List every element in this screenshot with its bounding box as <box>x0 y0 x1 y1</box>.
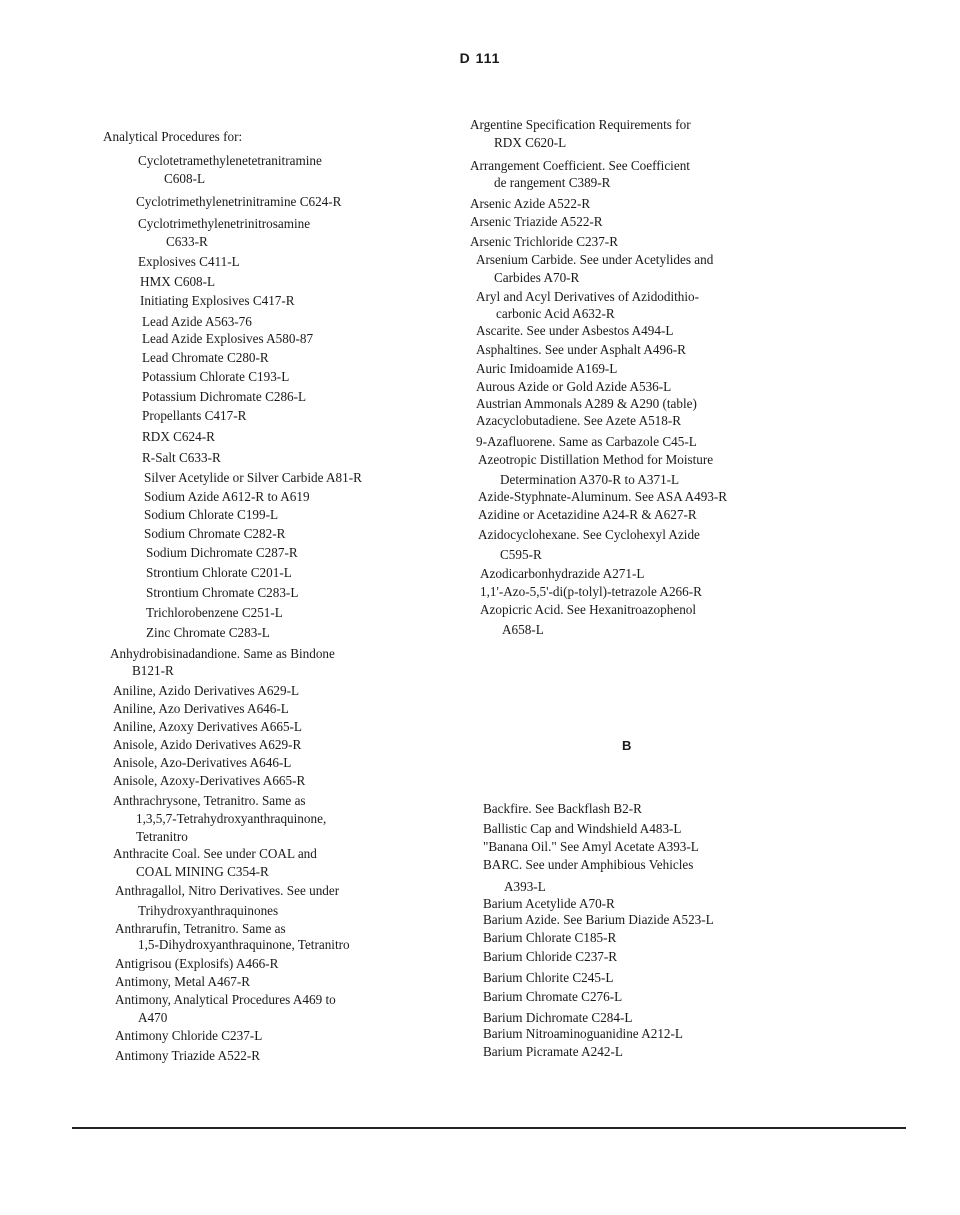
right-index-a-entry: Azopicric Acid. See Hexanitroazophenol <box>480 602 697 617</box>
left-index-entry: Aniline, Azo Derivatives A646-L <box>113 701 289 716</box>
left-index-entry: 1,3,5,7-Tetrahydroxyanthraquinone, <box>136 811 327 826</box>
right-index-b-entry: Barium Chlorite C245-L <box>483 970 614 985</box>
right-index-b-entry: BARC. See under Amphibious Vehicles <box>483 857 694 872</box>
left-index-entry: Analytical Procedures for: <box>103 129 243 144</box>
right-index-a-entry: Aryl and Acyl Derivatives of Azidodithio- <box>476 289 700 304</box>
left-index-entry: R-Salt C633-R <box>142 450 221 465</box>
left-index-entry: Zinc Chromate C283-L <box>146 625 270 640</box>
right-index-a-entry: C595-R <box>500 547 542 562</box>
right-index-b-entry: Barium Nitroaminoguanidine A212-L <box>483 1026 683 1041</box>
right-index-a-entry: Azidine or Acetazidine A24-R & A627-R <box>478 507 697 522</box>
left-index-entry: Anhydrobisinadandione. Same as Bindone <box>110 646 335 661</box>
left-index-entry: Antimony Chloride C237-L <box>115 1028 263 1043</box>
left-index-entry: Lead Azide A563-76 <box>142 314 252 329</box>
right-index-a-entry: carbonic Acid A632-R <box>496 306 615 321</box>
left-index-entry: A470 <box>138 1010 168 1025</box>
right-index-a-entry: Azacyclobutadiene. See Azete A518-R <box>476 413 682 428</box>
left-index-entry: Strontium Chlorate C201-L <box>146 565 292 580</box>
left-index-entry: Antimony, Metal A467-R <box>115 974 251 989</box>
left-index-entry: Silver Acetylide or Silver Carbide A81-R <box>144 470 362 485</box>
right-index-b-entry: Barium Acetylide A70-R <box>483 896 615 911</box>
right-index-b-entry: Barium Azide. See Barium Diazide A523-L <box>483 912 714 927</box>
right-index-a-entry: de rangement C389-R <box>494 175 611 190</box>
left-index-entry: Anthrarufin, Tetranitro. Same as <box>115 921 286 936</box>
right-index-b-entry: Barium Chromate C276-L <box>483 989 623 1004</box>
right-index-a-entry: Asphaltines. See under Asphalt A496-R <box>476 342 686 357</box>
right-index-b-entry: Backfire. See Backflash B2-R <box>483 801 642 816</box>
left-index-entry: Cyclotetramethylenetetranitramine <box>138 153 322 168</box>
right-index-a-entry: 1,1'-Azo-5,5'-di(p-tolyl)-tetrazole A266-R <box>480 584 702 599</box>
left-index-entry: Potassium Chlorate C193-L <box>142 369 290 384</box>
right-index-a-entry: Azeotropic Distillation Method for Moisture <box>478 452 714 467</box>
section-letter-b: B <box>622 738 632 753</box>
left-index-entry: Anthracite Coal. See under COAL and <box>113 846 317 861</box>
left-index-entry: Sodium Chlorate C199-L <box>144 507 279 522</box>
right-index-a-entry: Argentine Specification Requirements for <box>470 117 691 132</box>
left-index-entry: COAL MINING C354-R <box>136 864 269 879</box>
left-index-entry: Tetranitro <box>136 829 188 844</box>
left-index-entry: RDX C624-R <box>142 429 215 444</box>
right-index-b-entry: A393-L <box>504 879 546 894</box>
left-index-entry: C608-L <box>164 171 206 186</box>
left-index-entry: Cyclotrimethylenetrinitramine C624-R <box>136 194 342 209</box>
left-index-entry: B121-R <box>132 663 174 678</box>
left-index-entry: Potassium Dichromate C286-L <box>142 389 307 404</box>
right-index-a-entry: Arsenic Triazide A522-R <box>470 214 603 229</box>
left-index-entry: Antigrisou (Explosifs) A466-R <box>115 956 279 971</box>
left-index-entry: Anisole, Azo-Derivatives A646-L <box>113 755 292 770</box>
right-index-b-entry: Barium Chloride C237-R <box>483 949 618 964</box>
page-number: D 111 <box>459 50 501 66</box>
footer-rule <box>72 1127 906 1129</box>
left-index-entry: Sodium Chromate C282-R <box>144 526 286 541</box>
left-index-entry: Antimony, Analytical Procedures A469 to <box>115 992 336 1007</box>
left-index-entry: Strontium Chromate C283-L <box>146 585 299 600</box>
left-index-entry: Explosives C411-L <box>138 254 240 269</box>
left-index-entry: Lead Azide Explosives A580-87 <box>142 331 314 346</box>
left-index-entry: 1,5-Dihydroxyanthraquinone, Tetranitro <box>138 937 350 952</box>
right-index-b-entry: Barium Chlorate C185-R <box>483 930 617 945</box>
left-index-entry: Sodium Dichromate C287-R <box>146 545 298 560</box>
right-index-a-entry: Arrangement Coefficient. See Coefficient <box>470 158 690 173</box>
right-index-b-entry: "Banana Oil." See Amyl Acetate A393-L <box>483 839 699 854</box>
right-index-a-entry: Determination A370-R to A371-L <box>500 472 680 487</box>
left-index-entry: Cyclotrimethylenetrinitrosamine <box>138 216 311 231</box>
right-index-a-entry: Azidocyclohexane. See Cyclohexyl Azide <box>478 527 700 542</box>
left-index-entry: Aniline, Azoxy Derivatives A665-L <box>113 719 302 734</box>
right-index-a-entry: Carbides A70-R <box>494 270 580 285</box>
right-index-a-entry: Arsenic Trichloride C237-R <box>470 234 618 249</box>
left-index-entry: Anisole, Azido Derivatives A629-R <box>113 737 302 752</box>
right-index-a-entry: Azodicarbonhydrazide A271-L <box>480 566 645 581</box>
right-index-a-entry: Ascarite. See under Asbestos A494-L <box>476 323 674 338</box>
right-index-a-entry: Azide-Styphnate-Aluminum. See ASA A493-R <box>478 489 728 504</box>
left-index-entry: C633-R <box>166 234 208 249</box>
right-index-b-entry: Barium Dichromate C284-L <box>483 1010 633 1025</box>
right-index-a-entry: RDX C620-L <box>494 135 567 150</box>
left-index-entry: Initiating Explosives C417-R <box>140 293 295 308</box>
left-index-entry: Aniline, Azido Derivatives A629-L <box>113 683 300 698</box>
right-index-a-entry: Aurous Azide or Gold Azide A536-L <box>476 379 672 394</box>
left-index-entry: Trihydroxyanthraquinones <box>138 903 279 918</box>
left-index-entry: Anthragallol, Nitro Derivatives. See under <box>115 883 340 898</box>
left-index-entry: Lead Chromate C280-R <box>142 350 269 365</box>
right-index-a-entry: Arsenium Carbide. See under Acetylides and <box>476 252 714 267</box>
right-index-b-entry: Ballistic Cap and Windshield A483-L <box>483 821 682 836</box>
right-index-a-entry: Arsenic Azide A522-R <box>470 196 591 211</box>
left-index-entry: HMX C608-L <box>140 274 216 289</box>
left-index-entry: Trichlorobenzene C251-L <box>146 605 283 620</box>
left-index-entry: Anisole, Azoxy-Derivatives A665-R <box>113 773 306 788</box>
left-index-entry: Antimony Triazide A522-R <box>115 1048 261 1063</box>
left-index-entry: Propellants C417-R <box>142 408 247 423</box>
right-index-a-entry: Austrian Ammonals A289 & A290 (table) <box>476 396 697 411</box>
left-index-entry: Sodium Azide A612-R to A619 <box>144 489 310 504</box>
right-index-b-entry: Barium Picramate A242-L <box>483 1044 623 1059</box>
right-index-a-entry: Auric Imidoamide A169-L <box>476 361 618 376</box>
left-index-entry: Anthrachrysone, Tetranitro. Same as <box>113 793 306 808</box>
right-index-a-entry: A658-L <box>502 622 544 637</box>
right-index-a-entry: 9-Azafluorene. Same as Carbazole C45-L <box>476 434 697 449</box>
